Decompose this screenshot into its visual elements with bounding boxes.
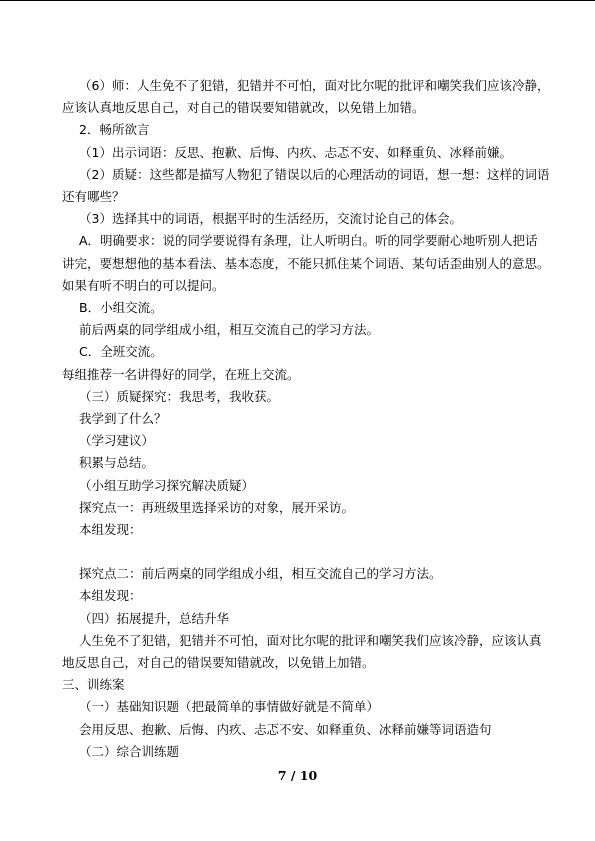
paragraph-choose-words: （3）选择其中的词语，根据平时的生活经历，交流讨论自己的体会。	[79, 211, 462, 227]
paragraph-what-learned: 我学到了什么？	[79, 411, 167, 427]
paragraph-group-inquiry: （小组互助学习探究解决质疑）	[79, 477, 255, 493]
document-body	[62, 75, 550, 763]
section-heading-training: 三、训练案	[62, 677, 125, 693]
paragraph-group-method: 前后两桌的同学组成小组，相互交流自己的学习方法。	[79, 322, 380, 338]
paragraph-inquiry-point-1: 探究点一：再班级里选择采访的对象，展开采访。	[79, 499, 355, 515]
section-heading-basic-knowledge: （一）基础知识题（把最简单的事情做好就是不简单）	[79, 699, 380, 715]
paragraph-study-advice: （学习建议）	[79, 433, 155, 449]
section-heading-extension: （四）拓展提升，总结升华	[79, 610, 230, 626]
paragraph-group-findings-1: 本组发现：	[79, 522, 142, 538]
paragraph-extension-summary: 人生免不了犯错，犯错并不可怕，面对比尔呢的批评和嘲笑我们应该冷静，应该认真地反思自己，对自己的错误要知错就改，以免错上加错。	[62, 632, 542, 671]
section-heading-inquiry: （三）质疑探究：我思考，我收获。	[79, 388, 280, 404]
paragraph-recommend: 每组推荐一名讲得好的同学，在班上交流。	[62, 366, 300, 382]
section-heading-discussion: 2．畅所欲言	[79, 122, 150, 138]
header-rule	[0, 0, 595, 1]
paragraph-show-words: （1）出示词语：反思、抱歉、后悔、内疚、忐忑不安、如释重负、冰释前嫌。	[79, 144, 512, 160]
paragraph-group-exchange: B．小组交流。	[79, 300, 163, 316]
paragraph-group-findings-2: 本组发现：	[79, 588, 142, 604]
paragraph-make-sentences: 会用反思、抱歉、后悔、内疚、忐忑不安、如释重负、冰释前嫌等词语造句	[79, 721, 492, 737]
paragraph-question: （2）质疑：这些都是描写人物犯了错误以后的心理活动的词语，想一想：这样的词语还有哪些？	[62, 166, 550, 205]
page-number: 7 / 10	[277, 768, 318, 783]
section-heading-comprehensive: （二）综合训练题	[79, 743, 180, 759]
paragraph-class-exchange: C．全班交流。	[79, 344, 163, 360]
paragraph-teacher-summary: （6）师：人生免不了犯错，犯错并不可怕，面对比尔呢的批评和嘲笑我们应该冷静，应该认真地反思自己，对自己的错误要知错就改，以免错上加错。	[62, 78, 550, 116]
paragraph-requirements: A．明确要求：说的同学要说得有条理，让人听明白。听的同学要耐心地听别人把话讲完，要想想他的基本看法、基本态度，不能只抓住某个词语、某句话歪曲别人的意思。如果有听不明白的可以提问。	[62, 233, 550, 293]
paragraph-accumulate: 积累与总结。	[79, 455, 155, 471]
blank-line	[62, 541, 550, 563]
paragraph-inquiry-point-2: 探究点二：前后两桌的同学组成小组，相互交流自己的学习方法。	[79, 566, 442, 582]
